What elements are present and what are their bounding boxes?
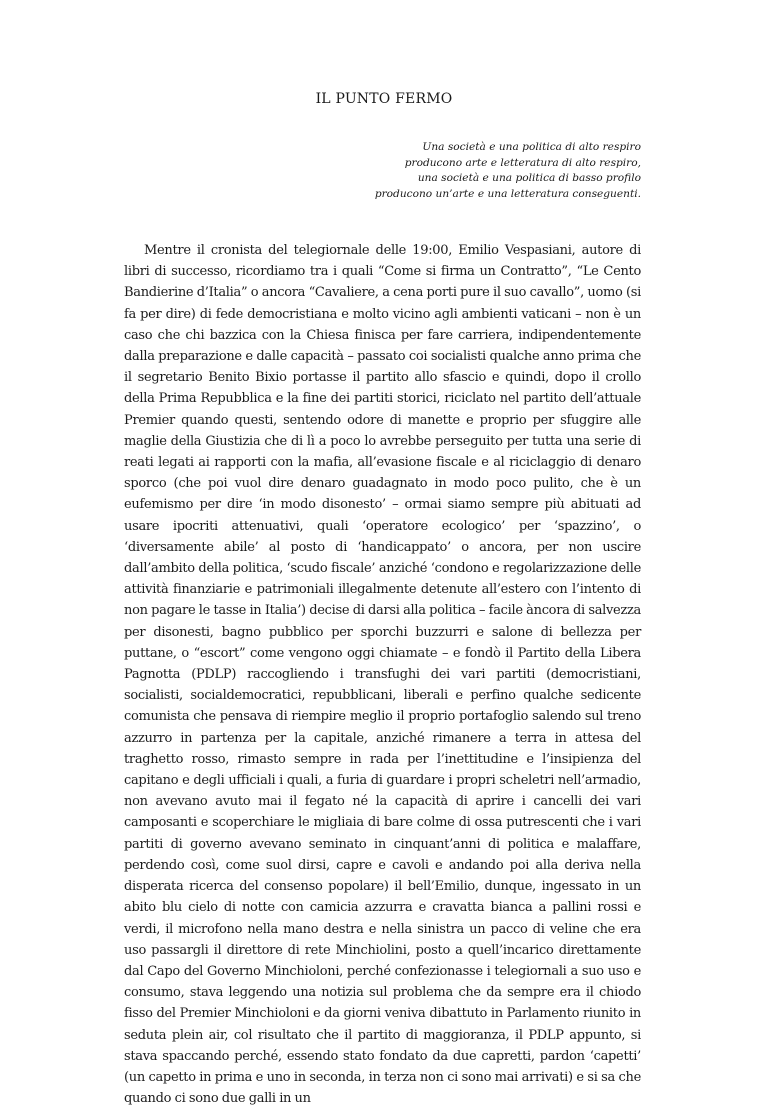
document-title: IL PUNTO FERMO: [315, 91, 453, 107]
epigraph-line: producono arte e letteratura di alto respiro,: [404, 156, 641, 169]
epigraph-line: una società e una politica di basso profilo: [417, 172, 641, 184]
epigraph-line: Una società e una politica di alto respiro: [422, 141, 641, 153]
body-paragraph: Mentre il cronista del telegiornale delle 19:00, Emilio Vespasiani, autore di libri di successo, ricordiamo tra i quali “Come si firma un Contratto”, “Le Cento Bandierine d’Italia” o ancora “Cavaliere, a cena porti pure il suo cavallo”, uomo (si fa per dire) di fede democristiana e molto vicino agli ambienti vaticani – non è un caso che chi bazzica con la Chiesa finisca per fare carriera, indipendentemente dalla preparazione e dalle capacità – passato coi socialisti qualche anno prima che il segretario Benito Bixio portasse il partito allo sfascio e quindi, dopo il crollo della Prima Repubblica e la fine dei partiti storici, riciclato nel partito dell’attuale Premier quando questi, sentendo odore di manette e proprio per sfuggire alle maglie della Giustizia che di lì a poco lo avrebbe perseguito per tutta una serie di reati legati ai rapporti con la mafia, all’evasione fiscale e al riciclaggio di denaro sporco (che poi vuol dire denaro guadagnato in modo poco pulito, che è un eufemismo per dire ‘in modo disonesto’ – ormai siamo sempre più abituati ad usare ipocriti attenuativi, quali ‘operatore ecologico’ per ‘spazzino’, o ‘diversamente abile’ al posto di ‘handicappato’ o ancora, per non uscire dall’ambito della politica, ‘scudo fiscale’ anziché ‘condono e regolarizzazione delle attività finanziarie e patrimoniali illegalmente detenute all’estero con l’intento di non pagare le tasse in Italia’) decise di darsi alla politica – facile àncora di salvezza per disonesti, bagno pubblico per sporchi buzzurri e salone di bellezza per puttane, o “escort” come vengono oggi chiamate – e fondò il Partito della Libera Pagnotta (PDLP) raccogliendo i transfughi dei vari partiti (democristiani, socialisti, socialdemocratici, repubblicani, liberali e perfino qualche sedicente comunista che pensava di riempire meglio il proprio portafoglio salendo sul treno azzurro in partenza per la capitale, anziché rimanere a terra in attesa del traghetto rosso, rimasto sempre in rada per l’inettitudine e l’insipienza del capitano e degli ufficiali i quali, a furia di guardare i propri scheletri nell’armadio, non avevano avuto mai il fegato né la capacità di aprire i cancelli dei vari camposanti e scoperchiare le migliaia di bare colme di ossa putrescenti che i vari partiti di governo avevano seminato in cinquant’anni di politica e malaffare, perdendo così, come suol dirsi, capre e cavoli e andando poi alla deriva nella disperata ricerca del consenso popolare) il bell’Emilio, dunque, ingessato in un abito blu cielo di notte con camicia azzurra e cravatta bianca a pallini rossi e verdi, il microfono nella mano destra e nella sinistra un pacco di veline che era uso passargli il direttore di rete Minchiolini, posto a quell’incarico direttamente dal Capo del Governo Minchioloni, perché confezionasse i telegiornali a suo uso e consumo, stava leggendo una notizia sul problema che da sempre era il chiodo fisso del Premier Minchioloni e da giorni veniva dibattuto in Parlamento riunito in seduta plein air, col risultato che il partito di maggioranza, il PDLP appunto, si stava spaccando perché, essendo stato fondato da due capretti, pardon ‘capetti’ (un capetto in prima e uno in seconda, in terza non ci sono mai arrivati) e si sa che quando ci sono due galli in un: [124, 243, 641, 1107]
epigraph: [311, 140, 641, 202]
epigraph-line: producono un’arte e una letteratura conseguenti.: [374, 187, 641, 200]
